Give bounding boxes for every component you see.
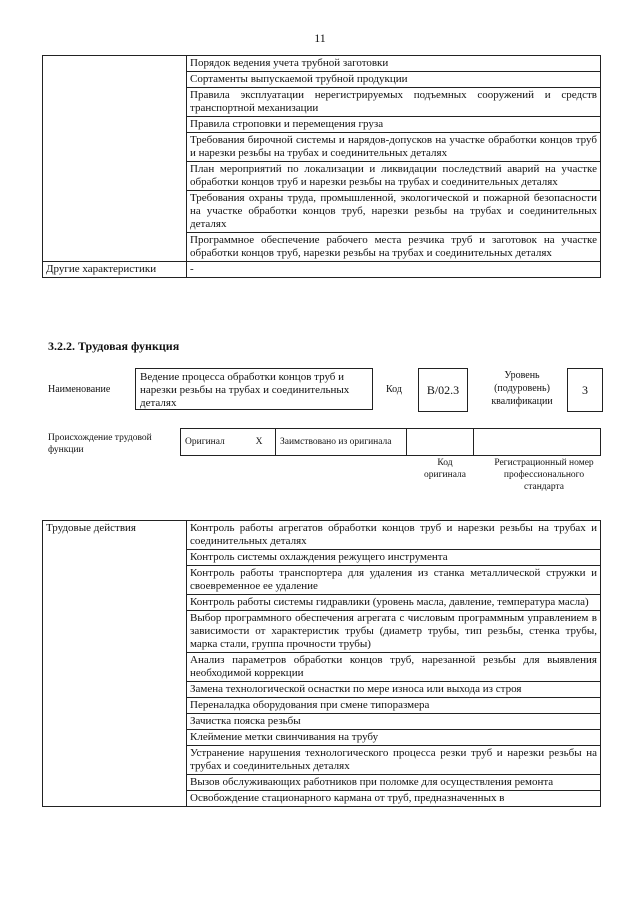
labor-action-row: Зачистка пояска резьбы bbox=[187, 714, 601, 730]
top-table-row: План мероприятий по локализации и ликвидации последствий аварий на участке обработки концов труб и нарезки резьбы на трубах и соединительных деталях bbox=[187, 162, 601, 191]
original-mark: X bbox=[243, 429, 276, 456]
labor-action-row: Анализ параметров обработки концов труб, нарезанной резьбы для выявления необходимой коррекции bbox=[187, 653, 601, 682]
top-table-row: Сортаменты выпускаемой трубной продукции bbox=[187, 72, 601, 88]
top-table-row: Порядок ведения учета трубной заготовки bbox=[187, 56, 601, 72]
labor-action-row: Замена технологической оснастки по мере износа или выхода из строя bbox=[187, 682, 601, 698]
origin-label: Происхождение трудовой функции bbox=[48, 433, 152, 455]
labor-action-row: Контроль работы агрегатов обработки концов труб и нарезки резьбы на трубах и соединительных деталях bbox=[187, 521, 601, 550]
top-table bbox=[42, 55, 601, 278]
labor-actions-table bbox=[42, 520, 601, 807]
top-table-row: Требования охраны труда, промышленной, экологической и пожарной безопасности на участке обработки концов труб, нарезки резьбы на трубах и соединительных деталях bbox=[187, 191, 601, 233]
labor-action-row: Переналадка оборудования при смене типоразмера bbox=[187, 698, 601, 714]
registration-number-caption: Регистрационный номер профессионального стандарта bbox=[494, 458, 594, 492]
labor-action-row: Устранение нарушения технологического процесса резки труб и нарезки резьбы на трубах и соединительных деталях bbox=[187, 746, 601, 775]
original-code-caption: Код оригинала bbox=[424, 458, 466, 480]
original-label: Оригинал bbox=[181, 429, 244, 456]
top-table-row: Программное обеспечение рабочего места резчика труб и заготовок на участке обработки концов труб, нарезки резьбы на трубах и соединительных деталях bbox=[187, 233, 601, 262]
other-characteristics-label: Другие характеристики bbox=[43, 262, 187, 278]
top-table-row: Требования бирочной системы и нарядов-допусков на участке обработки концов труб и нарезки резьбы на трубах и соединительных деталях bbox=[187, 133, 601, 162]
code-label: Код bbox=[386, 384, 402, 395]
original-code-cell bbox=[407, 429, 474, 456]
labor-actions-label: Трудовые действия bbox=[43, 521, 187, 807]
other-characteristics-value: - bbox=[187, 262, 601, 278]
labor-action-row: Освобождение стационарного кармана от труб, предназначенных в bbox=[187, 791, 601, 807]
page-number: 11 bbox=[314, 31, 326, 45]
top-table-left-cell bbox=[43, 56, 187, 262]
qualification-level-box: 3 bbox=[567, 368, 603, 412]
code-value-box: B/02.3 bbox=[418, 368, 468, 412]
name-label: Наименование bbox=[48, 384, 111, 395]
name-value-box: Ведение процесса обработки концов труб и нарезки резьбы на трубах и соединительных деталях bbox=[135, 368, 373, 410]
borrowed-label: Заимствовано из оригинала bbox=[276, 429, 407, 456]
labor-action-row: Вызов обслуживающих работников при поломке для осуществления ремонта bbox=[187, 775, 601, 791]
top-table-row: Правила строповки и перемещения груза bbox=[187, 117, 601, 133]
labor-action-row: Контроль системы охлаждения режущего инструмента bbox=[187, 550, 601, 566]
section-title: 3.2.2. Трудовая функция bbox=[48, 339, 180, 353]
labor-action-row: Контроль работы системы гидравлики (уровень масла, давление, температура масла) bbox=[187, 595, 601, 611]
labor-action-row: Выбор программного обеспечения агрегата с числовым программным управлением в зависимости от характеристик трубы (диаметр трубы, тип резьбы, стенка трубы, марка стали, группа прочности трубы) bbox=[187, 611, 601, 653]
labor-action-row: Контроль работы транспортера для удаления из станка металлической стружки и своевременное ее удаление bbox=[187, 566, 601, 595]
origin-table bbox=[180, 428, 601, 456]
labor-action-row: Клеймение метки свинчивания на трубу bbox=[187, 730, 601, 746]
top-table-row: Правила эксплуатации нерегистрируемых подъемных сооружений и средств транспортной механизации bbox=[187, 88, 601, 117]
registration-number-cell bbox=[474, 429, 601, 456]
qualification-level-label: Уровень (подуровень) квалификации bbox=[491, 370, 553, 407]
